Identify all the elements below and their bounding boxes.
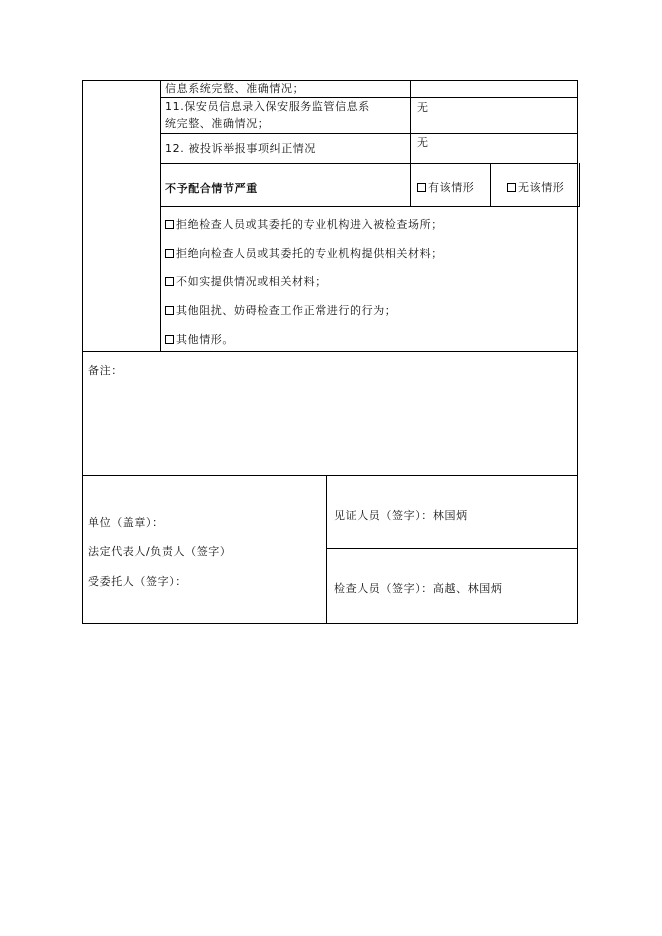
row-divider-4	[160, 206, 580, 207]
row-divider-3	[160, 163, 578, 164]
item12-text: 12. 被投诉举报事项纠正情况	[165, 142, 316, 155]
legal-rep-signature-label: 法定代表人/负责人（签字）	[88, 545, 232, 558]
no-situation-checkbox[interactable]	[507, 183, 516, 192]
option-1-checkbox[interactable]	[165, 220, 174, 229]
witness-signature: 见证人员（签字）：林国炳	[334, 509, 468, 522]
option-5-checkbox[interactable]	[165, 335, 174, 344]
right-cell-border-ext	[579, 163, 580, 207]
has-situation-checkbox[interactable]	[417, 183, 426, 192]
option-3-checkbox[interactable]	[165, 277, 174, 286]
noncooperation-option-5[interactable]	[165, 333, 234, 347]
row-divider-signatures	[82, 475, 578, 476]
row-divider-1b	[410, 97, 578, 98]
option-4-checkbox[interactable]	[165, 306, 174, 315]
inspector-signature: 检查人员（签字）：高越、林国炳	[334, 582, 503, 595]
bottom-border	[82, 623, 578, 624]
has-situation-option[interactable]	[417, 181, 474, 195]
noncooperation-title: 不予配合情节严重	[165, 182, 258, 195]
item10-tail-text: 信息系统完整、准确情况；	[165, 82, 305, 95]
row-divider-1	[160, 97, 410, 98]
row-divider-remarks	[82, 351, 578, 352]
option-2-label: 拒绝向检查人员或其委托的专业机构提供相关材料；	[176, 247, 443, 260]
option-3-label: 不如实提供情况或相关材料；	[176, 275, 327, 288]
noncooperation-option-2[interactable]	[165, 247, 443, 261]
item11-text-line1: 11.保安员信息录入保安服务监管信息系	[165, 100, 370, 113]
signature-column-divider	[326, 475, 327, 623]
trustee-signature-label: 受委托人（签字）：	[88, 575, 187, 588]
top-border	[82, 80, 578, 81]
remarks-label: 备注：	[88, 364, 123, 377]
item11-text-line2: 统完整、准确情况；	[165, 117, 270, 130]
unit-seal-label: 单位（盖章）：	[88, 516, 164, 529]
noncooperation-option-1[interactable]	[165, 218, 443, 232]
option-1-label: 拒绝检查人员或其委托的专业机构进入被检查场所；	[176, 218, 443, 231]
option-2-checkbox[interactable]	[165, 249, 174, 258]
outer-left-border	[82, 80, 83, 624]
option-4-label: 其他阻扰、妨碍检查工作正常进行的行为；	[176, 304, 397, 317]
no-situation-option[interactable]	[507, 181, 564, 195]
row-divider-2	[160, 133, 578, 134]
item12-value: 无	[417, 136, 429, 149]
option-5-label: 其他情形。	[176, 333, 234, 346]
no-situation-label: 无该情形	[518, 181, 565, 194]
value-column-divider	[410, 80, 411, 206]
item11-value: 无	[417, 101, 429, 114]
row-divider-witness	[326, 548, 578, 549]
has-situation-label: 有该情形	[428, 181, 475, 194]
category-column-divider	[160, 80, 161, 351]
has-none-divider	[490, 163, 491, 206]
outer-right-border	[577, 80, 578, 624]
noncooperation-option-3[interactable]	[165, 275, 327, 289]
noncooperation-option-4[interactable]	[165, 304, 396, 318]
